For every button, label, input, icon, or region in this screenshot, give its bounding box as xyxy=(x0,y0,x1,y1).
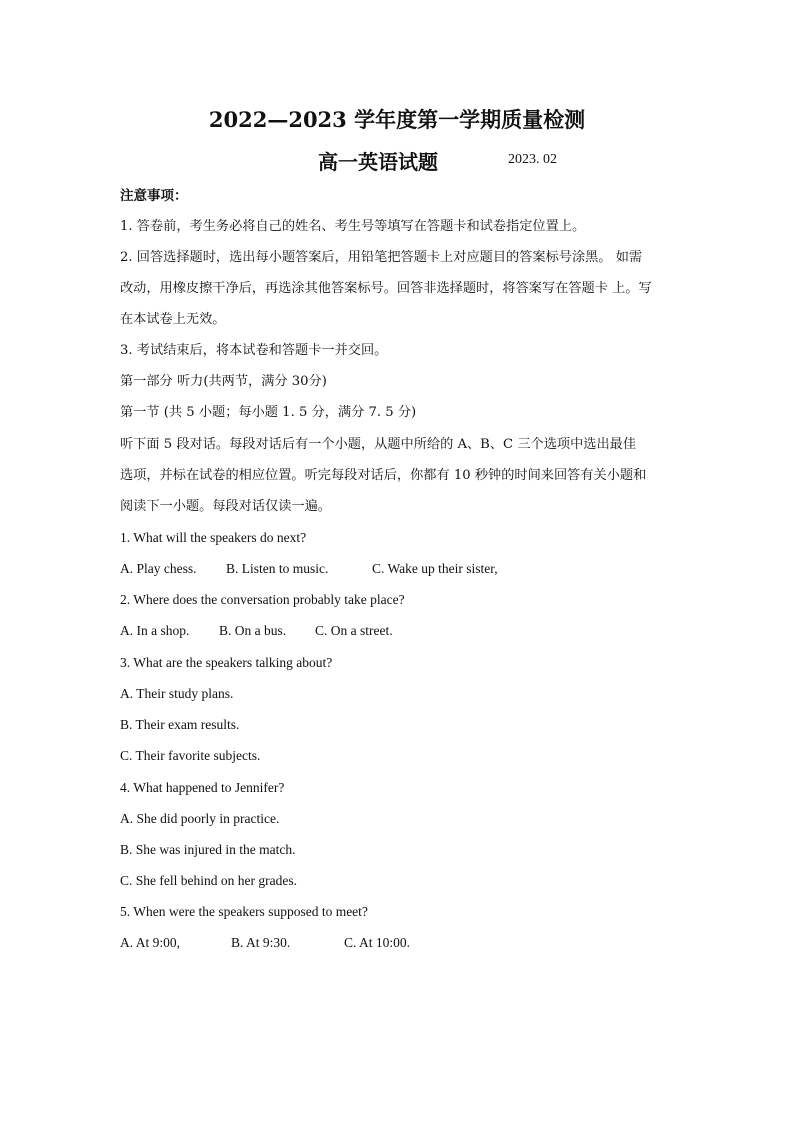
option-a: A. She did poorly in practice. xyxy=(120,811,280,826)
notice-line: 3. 考试结束后，将本试卷和答题卡一并交回。 xyxy=(120,343,388,358)
instruction-line: 选项，并标在试卷的相应位置。听完每段对话后，你都有 10 秒钟的时间来回答有关小题和 xyxy=(120,468,647,483)
option-b: B. Their exam results. xyxy=(120,717,240,732)
option-a: A. Their study plans. xyxy=(120,686,234,701)
option-c: C. On a street. xyxy=(315,623,393,638)
question-stem: 4. What happened to Jennifer? xyxy=(120,780,285,795)
notice-line: 2. 回答选择题时，选出每小题答案后，用铅笔把答题卡上对应题目的答案标号涂黑。 如需 xyxy=(120,250,643,265)
section1-heading: 第一节 (共 5 小题；每小题 1. 5 分，满分 7. 5 分) xyxy=(120,405,417,420)
question-stem: 2. Where does the conversation probably take place? xyxy=(120,592,405,607)
notice-line: 在本试卷上无效。 xyxy=(120,312,226,327)
exam-date: 2023. 02 xyxy=(508,152,557,167)
exam-title: 2022—2023 学年度第一学期质量检测 xyxy=(208,107,586,132)
option-b: B. Listen to music. xyxy=(226,561,329,576)
notice-line: 改动，用橡皮擦干净后，再选涂其他答案标号。回答非选择题时，将答案写在答题卡 上。写 xyxy=(120,281,652,296)
option-c: C. She fell behind on her grades. xyxy=(120,873,297,888)
option-a: A. At 9:00, xyxy=(120,935,181,950)
option-c: C. At 10:00. xyxy=(344,935,411,950)
instruction-line: 阅读下一小题。每段对话仅读一遍。 xyxy=(120,499,331,514)
subtitle-row xyxy=(0,146,794,176)
question-stem: 1. What will the speakers do next? xyxy=(120,530,307,545)
instruction-line: 听下面 5 段对话。每段对话后有一个小题，从题中所给的 A、B、C 三个选项中选出最佳 xyxy=(120,437,637,452)
option-c: C. Their favorite subjects. xyxy=(120,748,261,763)
notice-line: 1. 答卷前，考生务必将自己的姓名、考生号等填写在答题卡和试卷指定位置上。 xyxy=(120,219,586,234)
option-c: C. Wake up their sister, xyxy=(372,561,498,576)
option-a: A. Play chess. xyxy=(120,561,197,576)
option-b: B. On a bus. xyxy=(219,623,287,638)
part1-heading: 第一部分 听力(共两节，满分 30分) xyxy=(120,374,327,389)
question-stem: 3. What are the speakers talking about? xyxy=(120,655,333,670)
option-b: B. At 9:30. xyxy=(231,935,291,950)
exam-subtitle: 高一英语试题 xyxy=(318,150,438,174)
notice-heading: 注意事项： xyxy=(120,188,188,204)
option-b: B. She was injured in the match. xyxy=(120,842,296,857)
option-a: A. In a shop. xyxy=(120,623,190,638)
question-stem: 5. When were the speakers supposed to meet? xyxy=(120,904,368,919)
